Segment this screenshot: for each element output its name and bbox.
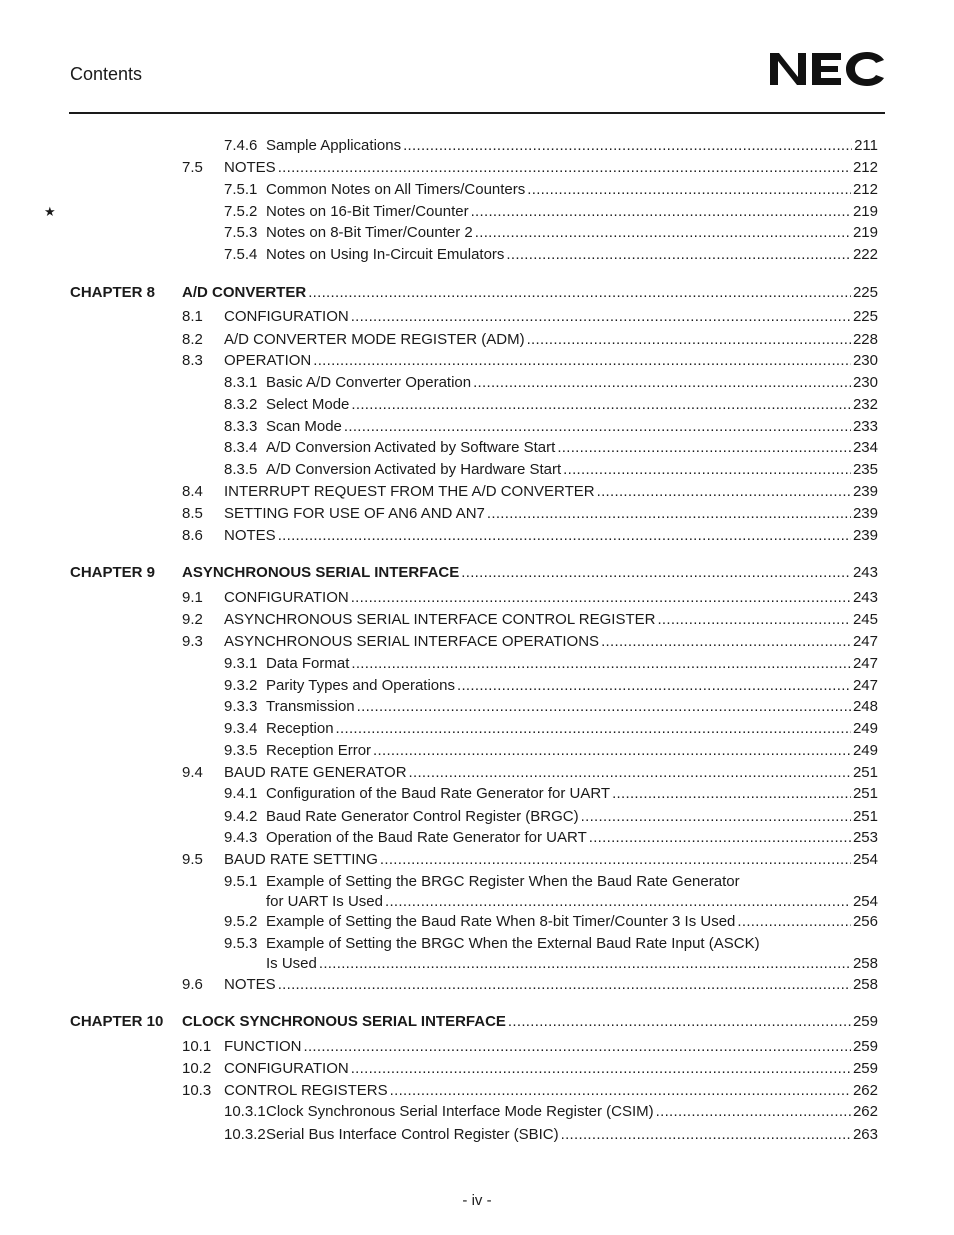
section-number: 9.5.2 bbox=[224, 913, 258, 930]
section-number: 7.5.2 bbox=[224, 203, 258, 220]
section-number: 9.3.3 bbox=[224, 698, 258, 715]
page-number-ref: 248 bbox=[852, 698, 878, 715]
toc-line bbox=[224, 850, 878, 870]
page-number-ref: 259 bbox=[852, 1013, 878, 1030]
section-number: 9.3.5 bbox=[224, 742, 258, 759]
page-number-ref: 247 bbox=[852, 633, 878, 650]
leader-dots bbox=[351, 395, 851, 415]
section-title: ASYNCHRONOUS SERIAL INTERFACE bbox=[182, 564, 460, 581]
section-title: Notes on Using In-Circuit Emulators bbox=[266, 246, 505, 263]
leader-dots bbox=[581, 807, 851, 827]
page-number-ref: 243 bbox=[852, 564, 878, 581]
section-number: 7.5.1 bbox=[224, 181, 258, 198]
toc-line bbox=[224, 763, 878, 783]
section-number: 9.5.1 bbox=[224, 873, 258, 890]
leader-dots bbox=[351, 307, 851, 327]
page-number-ref: 256 bbox=[852, 913, 878, 930]
toc-line bbox=[224, 1081, 878, 1101]
page-number-ref: 258 bbox=[852, 955, 878, 972]
toc-line bbox=[266, 654, 878, 674]
page-number-ref: 263 bbox=[852, 1126, 878, 1143]
section-title: Reception Error bbox=[266, 742, 372, 759]
section-number: 8.6 bbox=[182, 527, 203, 544]
leader-dots bbox=[313, 351, 851, 371]
leader-dots bbox=[597, 482, 851, 502]
toc-line bbox=[266, 417, 878, 437]
toc-line bbox=[224, 1037, 878, 1057]
section-title: Example of Setting the BRGC Register When the Baud Rate Generator bbox=[266, 873, 740, 890]
toc-line bbox=[224, 307, 878, 327]
section-title-continued: for UART Is Used bbox=[266, 893, 383, 910]
page-number-ref: 259 bbox=[852, 1060, 878, 1077]
toc-line bbox=[266, 223, 878, 243]
section-title: A/D Conversion Activated by Software Start bbox=[266, 439, 556, 456]
chapter-label: CHAPTER 10 bbox=[70, 1013, 164, 1030]
toc-line bbox=[224, 330, 878, 350]
section-number: 8.3.2 bbox=[224, 396, 258, 413]
page-number-ref: 247 bbox=[852, 677, 878, 694]
page-number-ref: 251 bbox=[852, 785, 878, 802]
section-number: 8.3.3 bbox=[224, 418, 258, 435]
toc-line bbox=[224, 526, 878, 546]
leader-dots bbox=[527, 180, 851, 200]
leader-dots bbox=[336, 719, 851, 739]
page-number-ref: 222 bbox=[852, 246, 878, 263]
section-number: 7.5 bbox=[182, 159, 203, 176]
page-number-ref: 262 bbox=[852, 1082, 878, 1099]
leader-dots bbox=[409, 763, 851, 783]
section-number: 10.2 bbox=[182, 1060, 212, 1077]
leader-dots bbox=[308, 283, 851, 303]
page-number-ref: 211 bbox=[854, 137, 878, 154]
toc-line bbox=[224, 504, 878, 524]
section-title-continued: Is Used bbox=[266, 955, 317, 972]
chapter-label: CHAPTER 9 bbox=[70, 564, 156, 581]
leader-dots bbox=[657, 610, 851, 630]
section-title: NOTES bbox=[224, 976, 276, 993]
page-number-ref: 230 bbox=[852, 352, 878, 369]
section-number: 9.3 bbox=[182, 633, 203, 650]
leader-dots bbox=[278, 526, 851, 546]
toc-line bbox=[266, 180, 878, 200]
section-title: NOTES bbox=[224, 527, 276, 544]
section-number: 8.2 bbox=[182, 331, 203, 348]
section-number: 9.2 bbox=[182, 611, 203, 628]
leader-dots bbox=[385, 892, 851, 912]
toc-line bbox=[266, 784, 878, 804]
toc-line bbox=[266, 807, 878, 827]
section-number: 9.3.1 bbox=[224, 655, 258, 672]
page-number-ref: 239 bbox=[852, 527, 878, 544]
toc-line bbox=[266, 136, 878, 156]
toc-line bbox=[266, 245, 878, 265]
leader-dots bbox=[357, 697, 851, 717]
toc-line bbox=[224, 482, 878, 502]
leader-dots bbox=[487, 504, 851, 524]
section-number: 9.4.2 bbox=[224, 808, 258, 825]
page-number-ref: 239 bbox=[852, 505, 878, 522]
section-number: 8.3.1 bbox=[224, 374, 258, 391]
leader-dots bbox=[563, 460, 851, 480]
toc-line bbox=[266, 373, 878, 393]
page-number-ref: 233 bbox=[852, 418, 878, 435]
page-number: - iv - bbox=[462, 1192, 492, 1209]
leader-dots bbox=[351, 588, 851, 608]
leader-dots bbox=[737, 912, 851, 932]
section-title: Common Notes on All Timers/Counters bbox=[266, 181, 526, 198]
toc-line bbox=[266, 828, 878, 848]
section-number: 8.1 bbox=[182, 308, 203, 325]
toc-line bbox=[266, 202, 878, 222]
leader-dots bbox=[278, 975, 851, 995]
page-header-title: Contents bbox=[70, 64, 143, 84]
leader-dots bbox=[475, 223, 851, 243]
toc-line bbox=[224, 158, 878, 178]
toc-line bbox=[266, 438, 878, 458]
toc-line bbox=[224, 610, 878, 630]
section-number: 10.1 bbox=[182, 1038, 212, 1055]
section-title: Sample Applications bbox=[266, 137, 402, 154]
section-number: 7.4.6 bbox=[224, 137, 258, 154]
leader-dots bbox=[319, 954, 851, 974]
section-title: CLOCK SYNCHRONOUS SERIAL INTERFACE bbox=[182, 1013, 506, 1030]
section-title: Configuration of the Baud Rate Generator for UART bbox=[266, 785, 611, 802]
section-number: 8.5 bbox=[182, 505, 203, 522]
toc-line bbox=[266, 460, 878, 480]
section-number: 9.6 bbox=[182, 976, 203, 993]
leader-dots bbox=[561, 1125, 851, 1145]
page-number-ref: 262 bbox=[852, 1103, 878, 1120]
section-title: A/D CONVERTER bbox=[182, 284, 307, 301]
toc-line bbox=[224, 588, 878, 608]
toc-line bbox=[266, 697, 878, 717]
page-number-ref: 212 bbox=[852, 181, 878, 198]
section-title: Reception bbox=[266, 720, 334, 737]
leader-dots bbox=[457, 676, 851, 696]
section-title: ASYNCHRONOUS SERIAL INTERFACE CONTROL REGISTER bbox=[224, 611, 656, 628]
section-number: 9.4.1 bbox=[224, 785, 258, 802]
page-number-ref: 245 bbox=[852, 611, 878, 628]
leader-dots bbox=[373, 741, 851, 761]
leader-dots bbox=[403, 136, 852, 156]
section-title: A/D CONVERTER MODE REGISTER (ADM) bbox=[224, 331, 525, 348]
section-title: Notes on 8-Bit Timer/Counter 2 bbox=[266, 224, 473, 241]
section-title: Basic A/D Converter Operation bbox=[266, 374, 472, 391]
page-number-ref: 253 bbox=[852, 829, 878, 846]
leader-dots bbox=[589, 828, 851, 848]
page-number-ref: 247 bbox=[852, 655, 878, 672]
section-number: 9.3.4 bbox=[224, 720, 258, 737]
section-title: Notes on 16-Bit Timer/Counter bbox=[266, 203, 469, 220]
revision-star: ★ bbox=[44, 204, 56, 219]
section-title: FUNCTION bbox=[224, 1038, 302, 1055]
section-number: 8.3 bbox=[182, 352, 203, 369]
section-title: CONFIGURATION bbox=[224, 589, 349, 606]
page-number-ref: 254 bbox=[852, 851, 878, 868]
toc-line bbox=[224, 975, 878, 995]
section-number: 10.3 bbox=[182, 1082, 212, 1099]
toc-line bbox=[182, 283, 878, 303]
page-number-ref: 219 bbox=[852, 203, 878, 220]
section-title: NOTES bbox=[224, 159, 276, 176]
leader-dots bbox=[471, 202, 851, 222]
section-title: INTERRUPT REQUEST FROM THE A/D CONVERTER bbox=[224, 483, 595, 500]
toc-line bbox=[266, 892, 878, 912]
section-title: Transmission bbox=[266, 698, 355, 715]
section-title: Serial Bus Interface Control Register (SBIC) bbox=[266, 1126, 559, 1143]
section-title: Data Format bbox=[266, 655, 350, 672]
section-title: Operation of the Baud Rate Generator for UART bbox=[266, 829, 587, 846]
toc-line bbox=[224, 632, 878, 652]
section-title: CONFIGURATION bbox=[224, 308, 349, 325]
leader-dots bbox=[473, 373, 851, 393]
toc-line bbox=[266, 912, 878, 932]
page-number-ref: 258 bbox=[852, 976, 878, 993]
section-number: 9.1 bbox=[182, 589, 203, 606]
section-number: 7.5.4 bbox=[224, 246, 258, 263]
toc-line bbox=[266, 719, 878, 739]
leader-dots bbox=[557, 438, 851, 458]
page-number-ref: 259 bbox=[852, 1038, 878, 1055]
section-title: CONTROL REGISTERS bbox=[224, 1082, 388, 1099]
section-title: BAUD RATE GENERATOR bbox=[224, 764, 407, 781]
leader-dots bbox=[506, 245, 851, 265]
section-number: 10.3.1 bbox=[224, 1103, 266, 1120]
section-title: A/D Conversion Activated by Hardware Start bbox=[266, 461, 562, 478]
chapter-label: CHAPTER 8 bbox=[70, 284, 156, 301]
section-number: 9.5.3 bbox=[224, 935, 258, 952]
section-title: CONFIGURATION bbox=[224, 1060, 349, 1077]
page-number-ref: 232 bbox=[852, 396, 878, 413]
leader-dots bbox=[351, 654, 851, 674]
page-number-ref: 254 bbox=[852, 893, 878, 910]
page-number-ref: 234 bbox=[852, 439, 878, 456]
leader-dots bbox=[390, 1081, 851, 1101]
section-number: 9.4 bbox=[182, 764, 203, 781]
page-number-ref: 228 bbox=[852, 331, 878, 348]
leader-dots bbox=[601, 632, 851, 652]
leader-dots bbox=[278, 158, 851, 178]
toc-line bbox=[182, 1012, 878, 1032]
leader-dots bbox=[527, 330, 851, 350]
leader-dots bbox=[612, 784, 851, 804]
toc-line bbox=[182, 563, 878, 583]
page-number-ref: 225 bbox=[852, 308, 878, 325]
leader-dots bbox=[656, 1102, 851, 1122]
section-number: 8.3.5 bbox=[224, 461, 258, 478]
section-number: 9.5 bbox=[182, 851, 203, 868]
page-number-ref: 251 bbox=[852, 808, 878, 825]
leader-dots bbox=[304, 1037, 851, 1057]
section-number: 8.4 bbox=[182, 483, 203, 500]
section-title: SETTING FOR USE OF AN6 AND AN7 bbox=[224, 505, 485, 522]
page-number-ref: 230 bbox=[852, 374, 878, 391]
leader-dots bbox=[461, 563, 851, 583]
toc-line bbox=[266, 1102, 878, 1122]
page-number-ref: 249 bbox=[852, 742, 878, 759]
leader-dots bbox=[380, 850, 851, 870]
page-number-ref: 249 bbox=[852, 720, 878, 737]
leader-dots bbox=[344, 417, 851, 437]
section-title: Clock Synchronous Serial Interface Mode Register (CSIM) bbox=[266, 1103, 654, 1120]
page-number-ref: 239 bbox=[852, 483, 878, 500]
toc-line bbox=[266, 741, 878, 761]
section-title: OPERATION bbox=[224, 352, 312, 369]
section-title: Scan Mode bbox=[266, 418, 342, 435]
section-title: Baud Rate Generator Control Register (BRGC) bbox=[266, 808, 579, 825]
toc-line bbox=[266, 676, 878, 696]
section-title: Select Mode bbox=[266, 396, 350, 413]
toc-line bbox=[224, 1059, 878, 1079]
toc-line bbox=[224, 351, 878, 371]
section-number: 8.3.4 bbox=[224, 439, 258, 456]
section-number: 10.3.2 bbox=[224, 1126, 266, 1143]
toc-line bbox=[266, 954, 878, 974]
leader-dots bbox=[351, 1059, 851, 1079]
section-title: ASYNCHRONOUS SERIAL INTERFACE OPERATIONS bbox=[224, 633, 600, 650]
section-number: 7.5.3 bbox=[224, 224, 258, 241]
section-title: BAUD RATE SETTING bbox=[224, 851, 378, 868]
page-number-ref: 219 bbox=[852, 224, 878, 241]
section-number: 9.4.3 bbox=[224, 829, 258, 846]
toc-line bbox=[266, 395, 878, 415]
page-number-ref: 235 bbox=[852, 461, 878, 478]
section-title: Parity Types and Operations bbox=[266, 677, 455, 694]
page-number-ref: 225 bbox=[852, 284, 878, 301]
page-number-ref: 251 bbox=[852, 764, 878, 781]
page-number-ref: 212 bbox=[852, 159, 878, 176]
toc-line bbox=[266, 1125, 878, 1145]
section-title: Example of Setting the Baud Rate When 8-bit Timer/Counter 3 Is Used bbox=[266, 913, 736, 930]
section-number: 9.3.2 bbox=[224, 677, 258, 694]
section-title: Example of Setting the BRGC When the External Baud Rate Input (ASCK) bbox=[266, 935, 760, 952]
page-number-ref: 243 bbox=[852, 589, 878, 606]
leader-dots bbox=[508, 1012, 851, 1032]
